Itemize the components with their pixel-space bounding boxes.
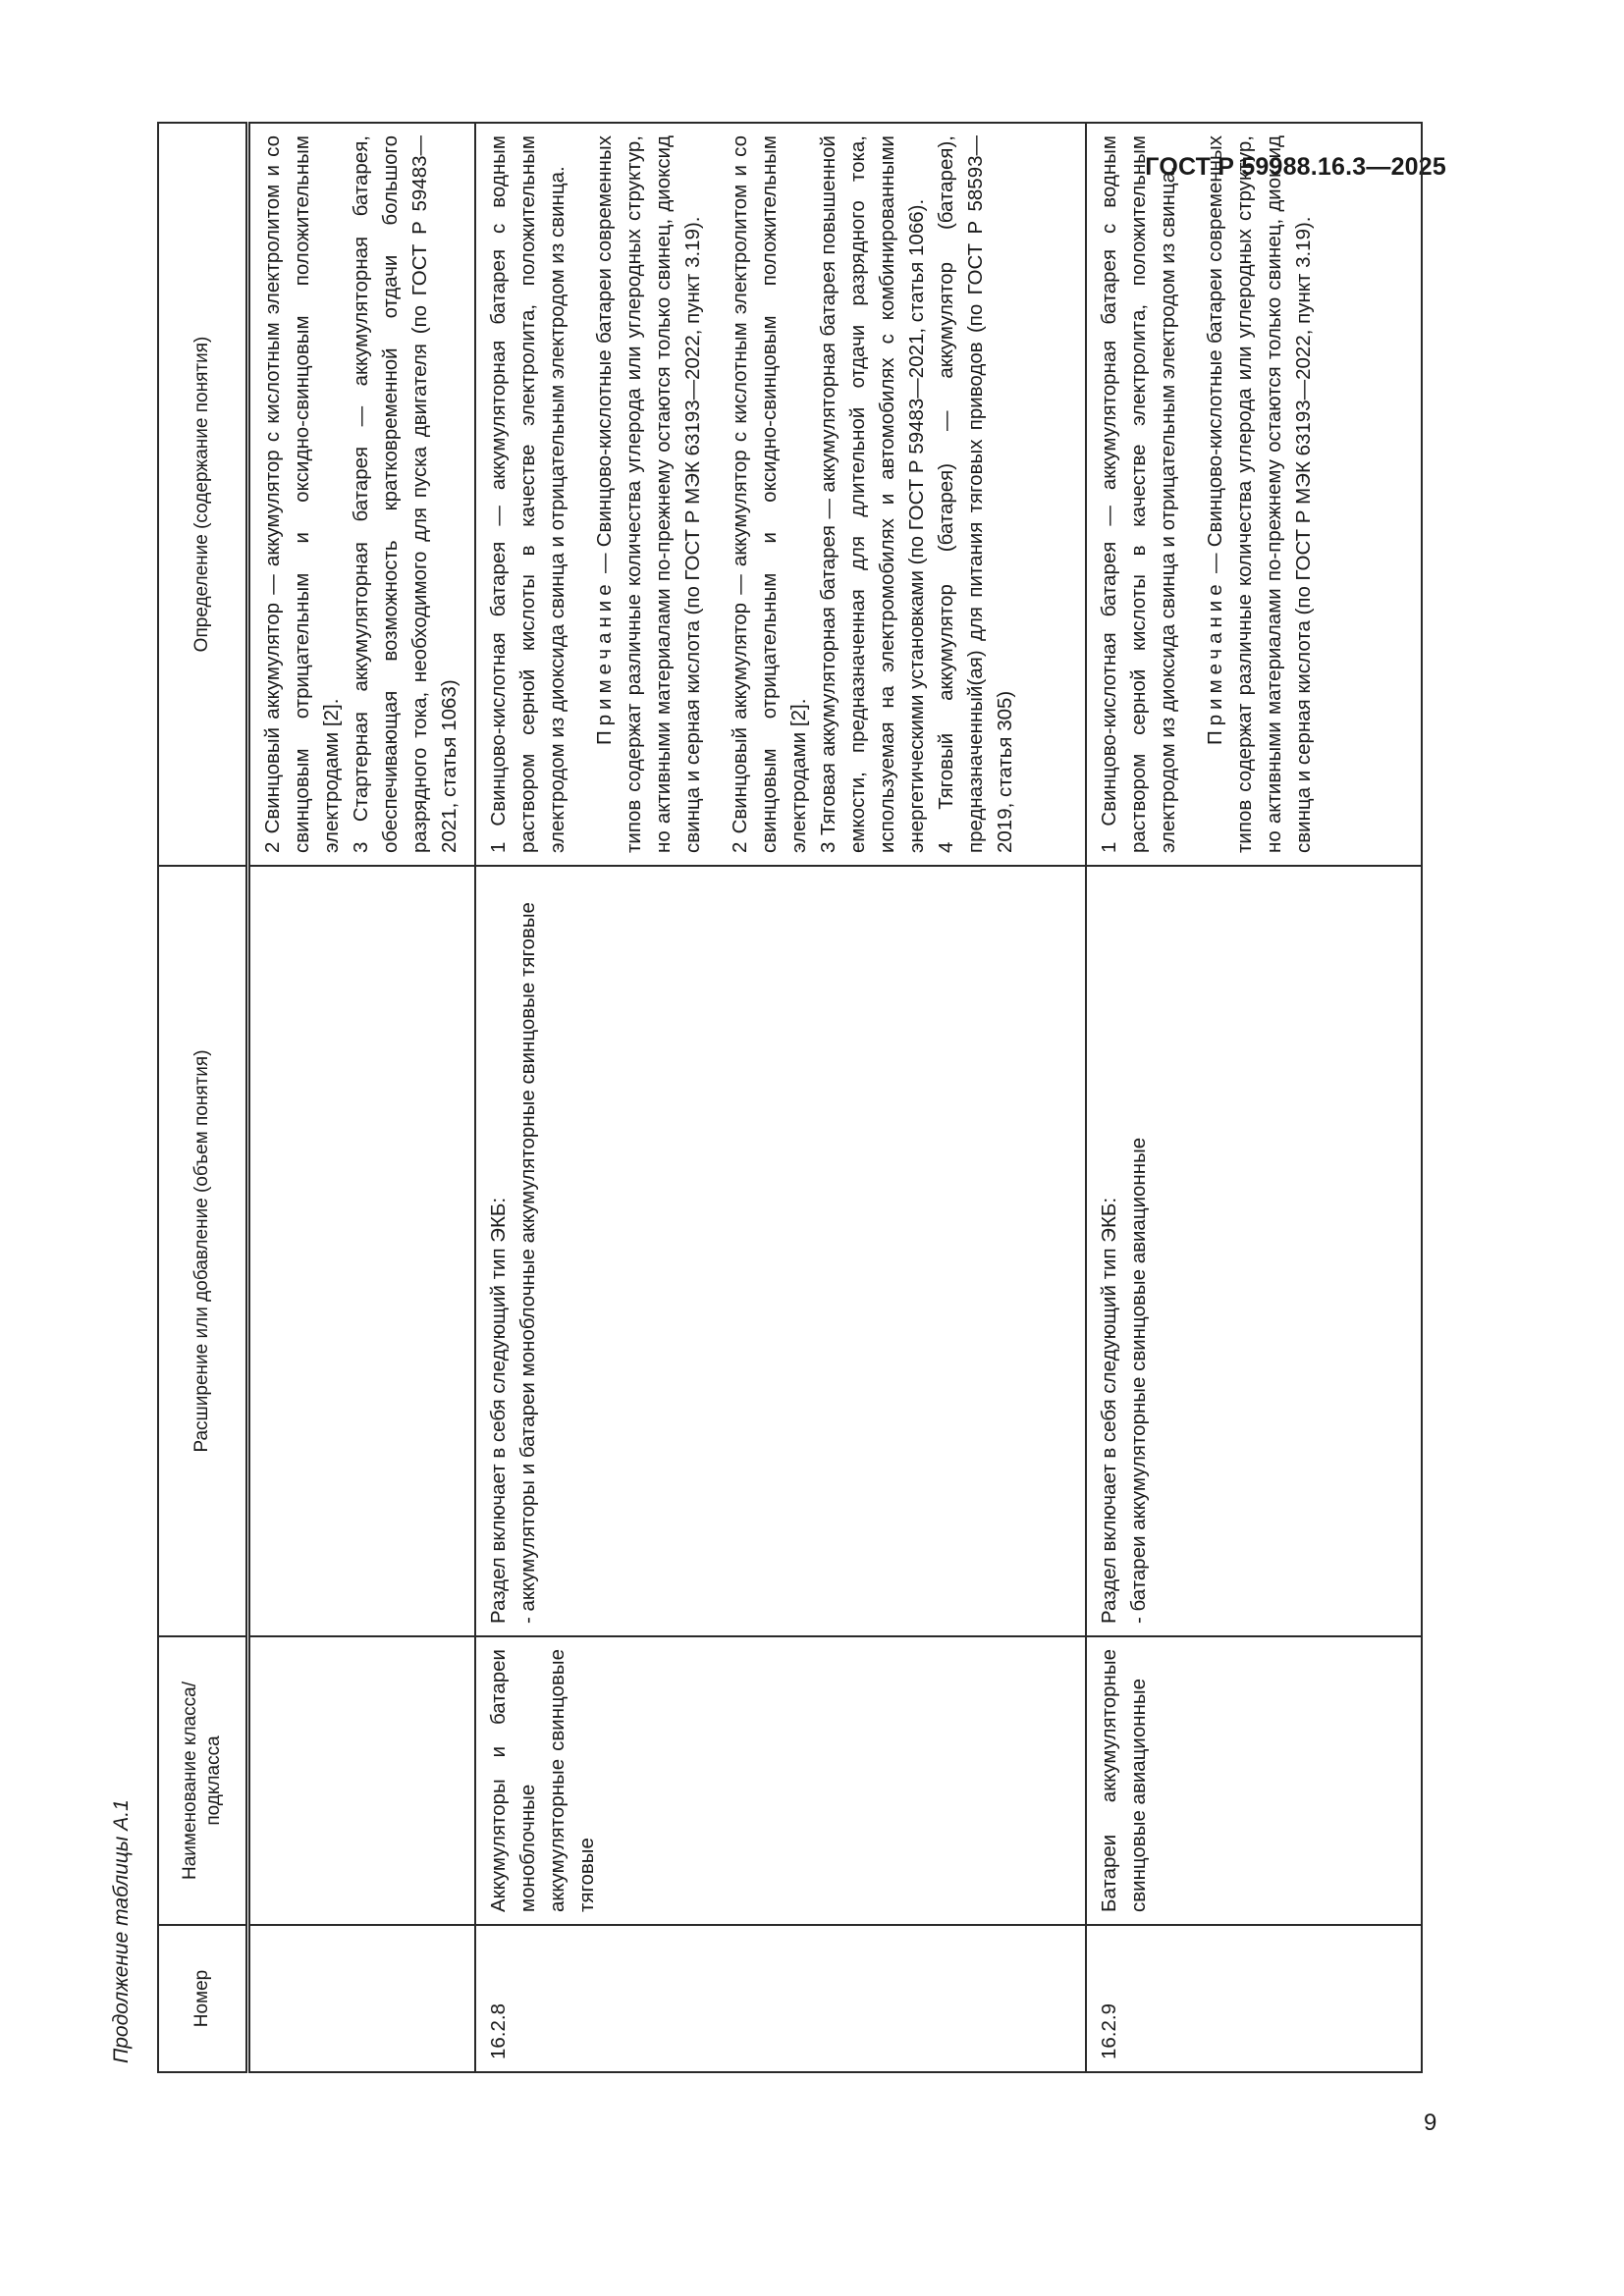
definition-note (590, 135, 708, 853)
note-text: — Свинцово-кислотные батареи современных типов содержат различные количества углерода или углеродных структур, но активными материалами по-прежнему остаются только свинец, диоксид свинца и серная кислота (по ГОСТ Р МЭК 63193—2022, пункт 3.19). (1204, 135, 1315, 853)
classification-table (157, 122, 1423, 2073)
definition-paragraph: 2 Свинцовый аккумулятор — аккумулятор с кислотным электролитом и со свинцовым отрицательным и оксидно-свинцовым положительным электродами [2]. (729, 135, 810, 853)
definition-note (1201, 135, 1319, 853)
column-header-definition: Определение (содержание понятия) (158, 123, 248, 866)
definition-paragraph: 2 Свинцовый аккумулятор — аккумулятор с кислотным электролитом и со свинцовым отрицательным и оксидно-свинцовым положительным электродами [2]. (261, 135, 343, 853)
definition-paragraph: 3 Стартерная аккумуляторная батарея — аккумуляторная батарея, обеспечивающая возможность кратковременной отдачи большого разрядного тока, необходимого для пуска двигателя (по ГОСТ Р 59483—2021, статья 1063) (350, 135, 460, 853)
definition-paragraph: 3 Тяговая аккумуляторная батарея — аккумуляторная батарея повышенной емкости, предназначенная для длительной отдачи разрядного тока, используемая на электромобилях и автомобилях с комбинированными энергетическими установками (по ГОСТ Р 59483—2021, статья 1066). (817, 135, 928, 853)
cell-name: Аккумуляторы и батареи моноблочные аккумуляторные свинцовые тяговые (475, 1636, 1086, 1925)
table-row (1086, 123, 1422, 2072)
cell-definition (1086, 123, 1422, 866)
cell-extension (248, 866, 476, 1636)
table-row (248, 123, 476, 2072)
cell-name: Батареи аккумуляторные свинцовые авиационные (1086, 1636, 1422, 1925)
definition-paragraph: 4 Тяговый аккумулятор (батарея) — аккумулятор (батарея), предназначенный(ая) для питания тяговых приводов (по ГОСТ Р 58593—2019, статья 305) (935, 135, 1016, 853)
column-header-number: Номер (158, 1925, 248, 2072)
cell-definition (475, 123, 1086, 866)
rotated-table-region (110, 124, 1416, 2073)
table-header-row (158, 123, 248, 2072)
note-label: Примечание (1204, 579, 1226, 745)
column-header-extension: Расширение или добавление (объем понятия) (158, 866, 248, 1636)
column-header-name: Наименование класса/ подкласса (158, 1636, 248, 1925)
cell-number: 16.2.9 (1086, 1925, 1422, 2072)
cell-number: 16.2.8 (475, 1925, 1086, 2072)
definition-paragraph: 1 Свинцово-кислотная батарея — аккумуляторная батарея с водным раствором серной кислоты в качестве электролита, положительным электродом из диоксида свинца и отрицательным электродом из свинца. (1098, 135, 1179, 853)
cell-extension: Раздел включает в себя следующий тип ЭКБ: - батареи аккумуляторные свинцовые авиационные (1086, 866, 1422, 1636)
cell-definition (248, 123, 476, 866)
cell-extension: Раздел включает в себя следующий тип ЭКБ: - аккумуляторы и батареи моноблочные аккумуляторные свинцовые тяговые (475, 866, 1086, 1636)
note-text: — Свинцово-кислотные батареи современных типов содержат различные количества углерода или углеродных структур, но активными материалами по-прежнему остаются только свинец, диоксид свинца и серная кислота (по ГОСТ Р МЭК 63193—2022, пункт 3.19). (593, 135, 704, 853)
page-number: 9 (1424, 2109, 1437, 2136)
cell-name (248, 1636, 476, 1925)
document-standard-header: ГОСТ Р 59988.16.3—2025 (1145, 153, 1446, 181)
table-caption: Продолжение таблицы А.1 (110, 1799, 133, 2063)
definition-paragraph: 1 Свинцово-кислотная батарея — аккумуляторная батарея с водным раствором серной кислоты в качестве электролита, положительным электродом из диоксида свинца и отрицательным электродом из свинца. (487, 135, 568, 853)
table-row (475, 123, 1086, 2072)
note-label: Примечание (593, 579, 616, 745)
cell-number (248, 1925, 476, 2072)
